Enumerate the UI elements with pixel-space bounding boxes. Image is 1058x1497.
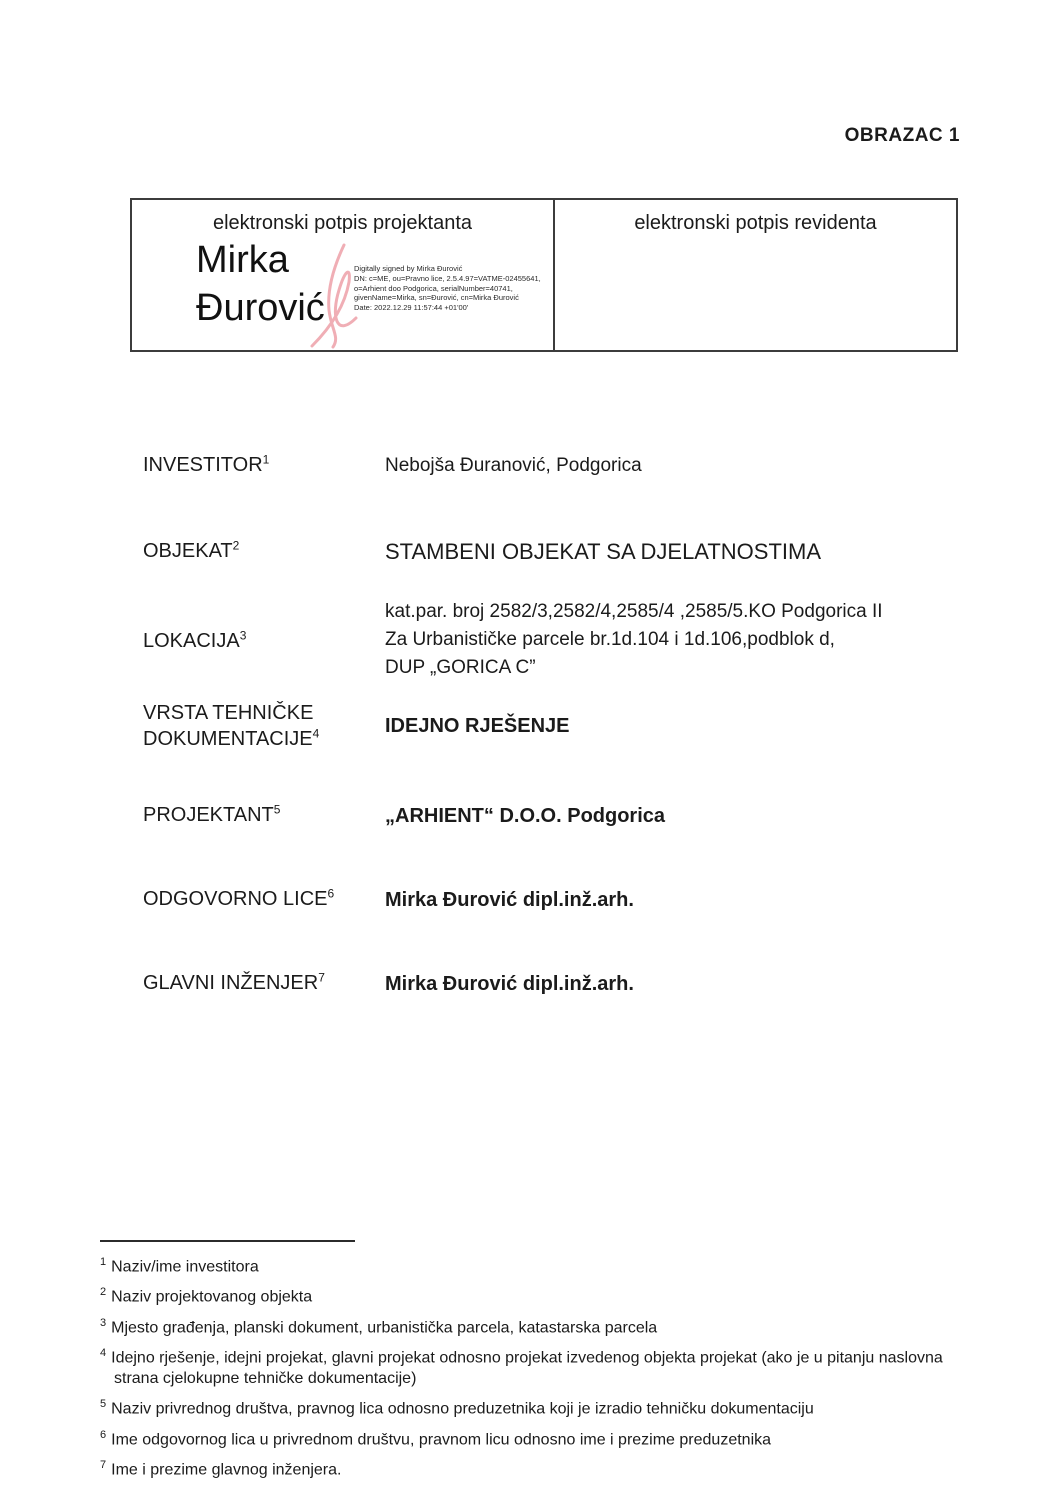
footnote-text: Mjesto građenja, planski dokument, urbanistička parcela, katastarska parcela	[111, 1318, 658, 1336]
footnote	[100, 1394, 945, 1419]
field-row-projektant	[143, 802, 978, 830]
footnote-number: 4	[100, 1346, 107, 1359]
field-row-investitor	[143, 452, 978, 480]
field-label-text: LOKACIJA	[143, 630, 240, 652]
field-label-line1: VRSTA TEHNIČKE	[143, 702, 314, 724]
field-label	[143, 538, 385, 564]
footnote-text: Naziv privrednog društva, pravnog lica odnosno preduzetnika koji je izradio tehničku dokumentaciju	[111, 1400, 814, 1418]
signer-name-line1: Mirka	[196, 239, 289, 281]
footnote-number: 3	[100, 1316, 107, 1329]
field-value: STAMBENI OBJEKAT SA DJELATNOSTIMA	[385, 539, 822, 564]
footnote-number: 6	[100, 1428, 107, 1441]
reviewer-signature-header: elektronski potpis revidenta	[634, 212, 877, 234]
signer-name-line2: Đurović	[196, 287, 325, 329]
signature-detail-line: o=Arhient doo Podgorica, serialNumber=40741,	[354, 283, 513, 293]
footnote-number: 7	[100, 1458, 107, 1471]
field-label-text: DOKUMENTACIJE	[143, 728, 313, 750]
digital-signature-details	[354, 264, 541, 313]
footnote	[100, 1425, 945, 1450]
footnote-text: Naziv projektovanog objekta	[111, 1288, 313, 1306]
field-value	[385, 598, 883, 682]
field-row-lokacija	[143, 598, 978, 682]
field-value: IDEJNO RJEŠENJE	[385, 715, 570, 737]
form-code-heading: OBRAZAC 1	[844, 125, 960, 146]
footnote-number: 1	[100, 1256, 107, 1268]
field-label-sup: 7	[318, 970, 325, 985]
field-label	[143, 802, 385, 828]
field-value: Mirka Đurović dipl.inž.arh.	[385, 889, 634, 911]
field-label-sup: 2	[232, 538, 240, 553]
footnote	[100, 1313, 945, 1338]
footnote-text: Ime i prezime glavnog inženjera.	[111, 1461, 342, 1479]
footnote	[100, 1343, 945, 1389]
field-label-text: OBJEKAT	[143, 540, 233, 562]
field-value: Mirka Đurović dipl.inž.arh.	[385, 973, 634, 995]
footnote-text: Naziv/ime investitora	[111, 1258, 259, 1276]
field-label-text: INVESTITOR	[143, 454, 263, 476]
footnote	[100, 1252, 945, 1277]
field-row-odgovorno-lice	[143, 886, 978, 914]
field-label-text: PROJEKTANT	[143, 804, 274, 826]
lokacija-line3: DUP „GORICA C”	[385, 657, 536, 678]
field-label	[143, 452, 385, 478]
field-label	[143, 598, 385, 654]
footnote-number: 2	[100, 1286, 107, 1299]
signature-detail-line: givenName=Mirka, sn=Đurović, cn=Mirka Đurović	[354, 293, 519, 303]
reviewer-signature-cell	[555, 200, 956, 350]
signature-detail-line: Date: 2022.12.29 11:57:44 +01'00'	[354, 303, 469, 313]
field-value: „ARHIENT“ D.O.O. Podgorica	[385, 805, 666, 827]
field-label	[143, 970, 385, 996]
field-row-objekat	[143, 538, 978, 566]
lokacija-line2: Za Urbanističke parcele br.1d.104 i 1d.106,podblok d,	[385, 629, 835, 650]
field-label-text: GLAVNI INŽENJER	[143, 972, 319, 994]
footnote	[100, 1455, 945, 1480]
footnote-number: 5	[100, 1398, 107, 1411]
field-label	[143, 700, 385, 752]
field-label-sup: 3	[239, 628, 247, 643]
field-label-sup: 5	[273, 802, 281, 817]
field-row-vrsta-dokumentacije	[143, 700, 978, 752]
designer-signature-header: elektronski potpis projektanta	[212, 212, 473, 234]
footnotes-section	[100, 1240, 945, 1485]
signature-table	[130, 198, 958, 352]
field-label-sup: 6	[327, 886, 335, 901]
field-label-line2	[143, 726, 385, 752]
footnote	[100, 1282, 945, 1307]
footnote-text: Idejno rješenje, idejni projekat, glavni projekat odnosno projekat izvedenog objekta projekat (ako je u pitanju naslovna strana cjelokupne tehničke dokumentacije)	[111, 1349, 943, 1388]
field-label-sup: 4	[312, 726, 320, 741]
field-label	[143, 886, 385, 912]
footnote-text: Ime odgovornog lica u privrednom društvu, pravnom licu odnosno ime i prezime preduzetnika	[111, 1430, 772, 1448]
footnote-divider	[100, 1240, 355, 1242]
designer-signature-cell	[132, 200, 555, 350]
field-label-sup: 1	[262, 452, 270, 467]
signature-detail-line: DN: c=ME, ou=Pravno lice, 2.5.4.97=VATME-02455641,	[354, 273, 541, 283]
field-row-glavni-inzenjer	[143, 970, 978, 998]
lokacija-line1: kat.par. broj 2582/3,2582/4,2585/4 ,2585/5.KO Podgorica II	[385, 601, 883, 622]
signature-detail-line: Digitally signed by Mirka Đurović	[354, 264, 463, 273]
field-label-text: ODGOVORNO LICE	[143, 888, 328, 910]
field-value: Nebojša Đuranović, Podgorica	[385, 455, 642, 476]
